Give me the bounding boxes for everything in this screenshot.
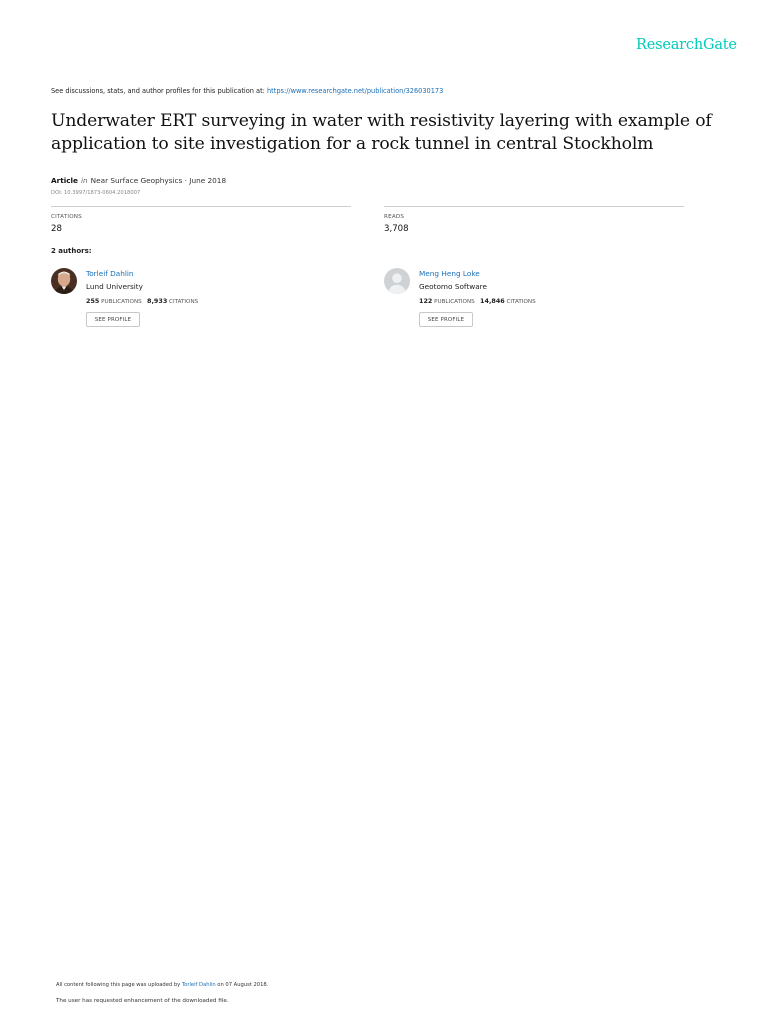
author-publications-count: 122: [419, 297, 433, 305]
author-avatar[interactable]: [384, 268, 410, 294]
citations-stat: [51, 206, 351, 234]
author-publications-label: PUBLICATIONS: [101, 299, 142, 305]
article-in-word: in: [81, 176, 88, 185]
discussion-prefix: See discussions, stats, and author profiles for this publication at:: [51, 87, 267, 95]
author-citations-count: 8,933: [147, 297, 168, 305]
author-citations-label: CITATIONS: [169, 299, 199, 305]
article-venue-date: Near Surface Geophysics · June 2018: [90, 176, 227, 185]
author-card: [384, 268, 684, 332]
uploader-link[interactable]: Torleif Dahlin: [181, 982, 216, 988]
author-publications-label: PUBLICATIONS: [434, 299, 475, 305]
upload-suffix: on 07 August 2018.: [215, 982, 269, 988]
authors-heading: 2 authors:: [51, 247, 92, 255]
upload-note: [56, 982, 268, 988]
author-affiliation: Geotomo Software: [419, 282, 487, 291]
author-citations-count: 14,846: [480, 297, 505, 305]
author-stats: [86, 297, 198, 305]
reads-value: 3,708: [384, 224, 409, 234]
author-citations-label: CITATIONS: [506, 299, 536, 305]
article-kind: Article: [51, 176, 79, 185]
author-affiliation: Lund University: [86, 282, 143, 291]
author-name-link[interactable]: Meng Heng Loke: [419, 269, 480, 278]
author-avatar[interactable]: [51, 268, 77, 294]
reads-stat: [384, 206, 684, 234]
author-card: [51, 268, 351, 332]
author-photo-icon: [51, 268, 77, 294]
researchgate-logo[interactable]: ResearchGate: [636, 37, 737, 53]
author-stats: [419, 297, 536, 305]
author-publications-count: 255: [86, 297, 100, 305]
upload-prefix: All content following this page was uploaded by: [56, 982, 182, 988]
see-profile-button[interactable]: SEE PROFILE: [86, 312, 140, 327]
enhancement-note: The user has requested enhancement of the downloaded file.: [56, 998, 229, 1004]
article-meta: [51, 176, 226, 185]
article-title: Underwater ERT surveying in water with resistivity layering with example of application to site investigation for a rock tunnel in central Stockholm: [51, 111, 712, 154]
see-profile-button[interactable]: SEE PROFILE: [419, 312, 473, 327]
citations-label: CITATIONS: [51, 214, 82, 220]
article-doi: DOI: 10.3997/1873-0604.2018007: [51, 190, 141, 196]
citations-value: 28: [51, 224, 62, 234]
author-name-link[interactable]: Torleif Dahlin: [86, 269, 134, 278]
publication-url-link[interactable]: https://www.researchgate.net/publication/326030173: [267, 87, 444, 95]
discussion-line: [51, 87, 443, 95]
default-avatar-icon: [384, 268, 410, 294]
reads-label: READS: [384, 214, 405, 220]
